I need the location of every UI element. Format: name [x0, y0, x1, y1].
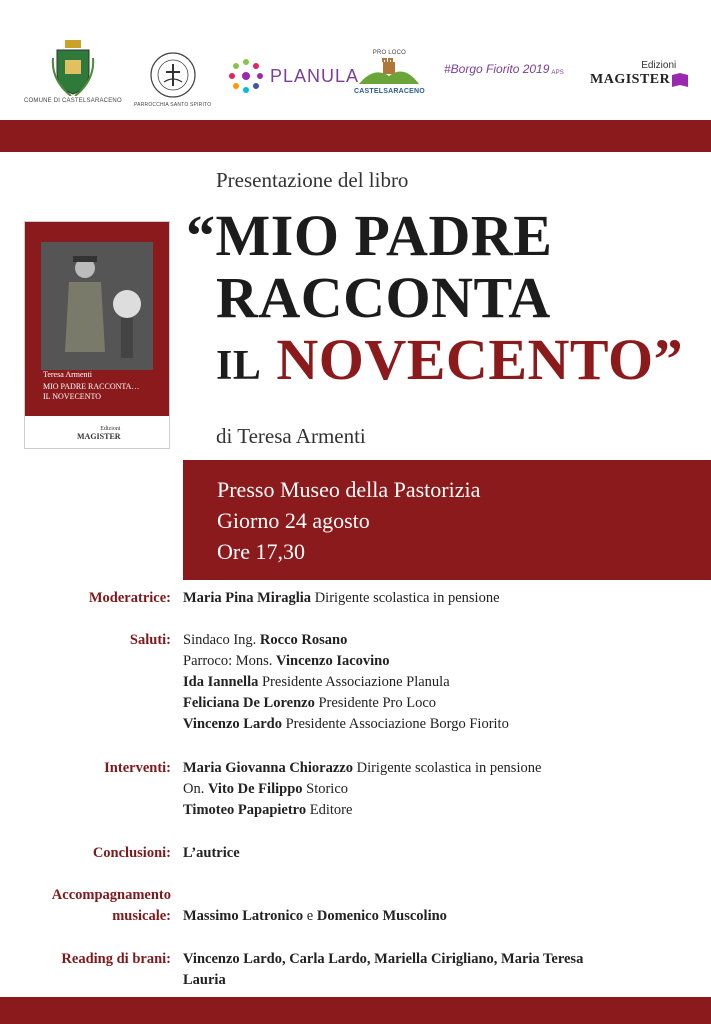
- proloco-name-text: CASTELSARACENO: [354, 88, 425, 95]
- saluti-item-name: Rocco Rosano: [259, 632, 348, 648]
- interventi-item: [183, 758, 683, 779]
- portrait-figure-icon: [41, 242, 153, 370]
- saluti-item: [183, 693, 683, 714]
- saluti-item-name: Vincenzo Lardo: [183, 716, 282, 732]
- intro-text: Presentazione del libro: [216, 168, 409, 192]
- book-publisher-top: Edizioni: [100, 426, 121, 432]
- saluti-item-role: Presidente Associazione Planula: [261, 674, 450, 690]
- reading-label: Reading di brani:: [61, 951, 171, 967]
- moderatrice-label: Moderatrice:: [88, 590, 171, 606]
- event-date: Giorno 24 agosto: [217, 508, 370, 533]
- interventi-item-name: Maria Giovanna Chiorazzo: [183, 760, 353, 776]
- conclusioni-value: L’autrice: [183, 845, 240, 861]
- accompagnamento-name2: Domenico Muscolino: [316, 908, 447, 924]
- interventi-item-role: Storico: [306, 781, 349, 797]
- saluti-item: [183, 630, 683, 651]
- saluti-item-name: Ida Iannella: [183, 674, 259, 690]
- book-title-line1: MIO PADRE RACCONTA…: [43, 382, 140, 391]
- coat-of-arms-icon: [51, 40, 95, 96]
- book-title: [43, 382, 163, 402]
- top-band: [0, 120, 711, 152]
- interventi-item: [183, 800, 683, 821]
- conclusioni-label: Conclusioni:: [92, 845, 171, 861]
- reading-line1: Vincenzo Lardo, Carla Lardo, Mariella Cirigliano, Maria Teresa: [183, 951, 584, 967]
- accompagnamento-connector: e: [306, 908, 314, 924]
- moderatrice-role: Dirigente scolastica in pensione: [314, 590, 500, 606]
- interventi-item-name: Timoteo Papapietro: [183, 802, 307, 818]
- interventi-item-role: Dirigente scolastica in pensione: [356, 760, 542, 776]
- dots-flower-icon: [226, 56, 266, 96]
- moderatrice-name: Maria Pina Miraglia: [183, 590, 312, 606]
- planula-logo: [226, 56, 359, 96]
- interventi-item-prefix: On.: [183, 781, 205, 797]
- saluti-item-prefix: Sindaco Ing.: [183, 632, 257, 648]
- title-line3-red: NOVECENTO”: [276, 327, 684, 392]
- planula-logo-text: PLANULA: [270, 65, 360, 86]
- saluti-label: Saluti:: [129, 632, 171, 648]
- bottom-band: [0, 997, 711, 1024]
- accompagnamento-name1: Massimo Latronico: [183, 908, 304, 924]
- proloco-top-text: PRO LOCO: [372, 50, 407, 56]
- saluti-item: [183, 672, 683, 693]
- title-line2: RACCONTA: [216, 265, 551, 330]
- book-title-line2: IL NOVECENTO: [43, 392, 101, 401]
- accompagnamento-label: [52, 885, 171, 927]
- interventi-item: [183, 779, 683, 800]
- parrocchia-logo: [134, 50, 211, 108]
- proloco-logo: [354, 48, 425, 95]
- comune-logo-text: COMUNE DI CASTELSARACENO: [24, 98, 122, 104]
- author-text: di Teresa Armenti: [216, 424, 366, 448]
- saluti-item-prefix: Parroco: Mons.: [183, 653, 273, 669]
- castle-hills-icon: [359, 56, 419, 86]
- interventi-item-name: Vito De Filippo: [207, 781, 303, 797]
- book-cover-image: [24, 221, 170, 449]
- borgo-fiorito-logo: [444, 62, 564, 76]
- book-title-heading: [186, 205, 686, 397]
- saluti-item: [183, 714, 683, 735]
- book-icon: [670, 71, 690, 89]
- accompagnamento-label-line2: musicale:: [112, 908, 171, 924]
- accompagnamento-label-line1: Accompagnamento: [51, 887, 171, 903]
- soldier-portrait-image: [41, 242, 153, 370]
- book-publisher: [77, 426, 121, 441]
- borgo-sub-text: APS: [551, 70, 565, 76]
- saluti-item-name: Feliciana De Lorenzo: [183, 695, 315, 711]
- parish-seal-icon: [148, 50, 198, 100]
- comune-logo: [24, 40, 122, 104]
- parrocchia-logo-text: PARROCCHIA SANTO SPIRITO: [134, 102, 212, 108]
- saluti-item-role: Presidente Pro Loco: [318, 695, 437, 711]
- book-cover-front: [25, 222, 169, 416]
- magister-logo: [590, 60, 690, 89]
- book-author: Teresa Armenti: [43, 370, 92, 379]
- saluti-item: [183, 651, 683, 672]
- interventi-item-role: Editore: [309, 802, 353, 818]
- title-line3-prefix: IL: [216, 343, 262, 389]
- reading-line2: Lauria: [183, 972, 226, 988]
- title-line3: [186, 329, 686, 397]
- magister-top-text: Edizioni: [641, 60, 677, 71]
- title-line1: “MIO PADRE: [186, 203, 553, 268]
- saluti-item-name: Vincenzo Iacovino: [276, 653, 390, 669]
- event-place: Presso Museo della Pastorizia: [217, 477, 481, 502]
- saluti-item-role: Presidente Associazione Borgo Fiorito: [285, 716, 509, 732]
- book-publisher-name: MAGISTER: [77, 432, 121, 441]
- sponsor-logos: [0, 40, 711, 120]
- event-time: Ore 17,30: [217, 539, 305, 564]
- event-info-box: [183, 460, 711, 580]
- magister-logo-text: MAGISTER: [590, 72, 671, 87]
- borgo-logo-text: #Borgo Fiorito 2019: [444, 62, 550, 76]
- interventi-label: Interventi:: [104, 760, 171, 776]
